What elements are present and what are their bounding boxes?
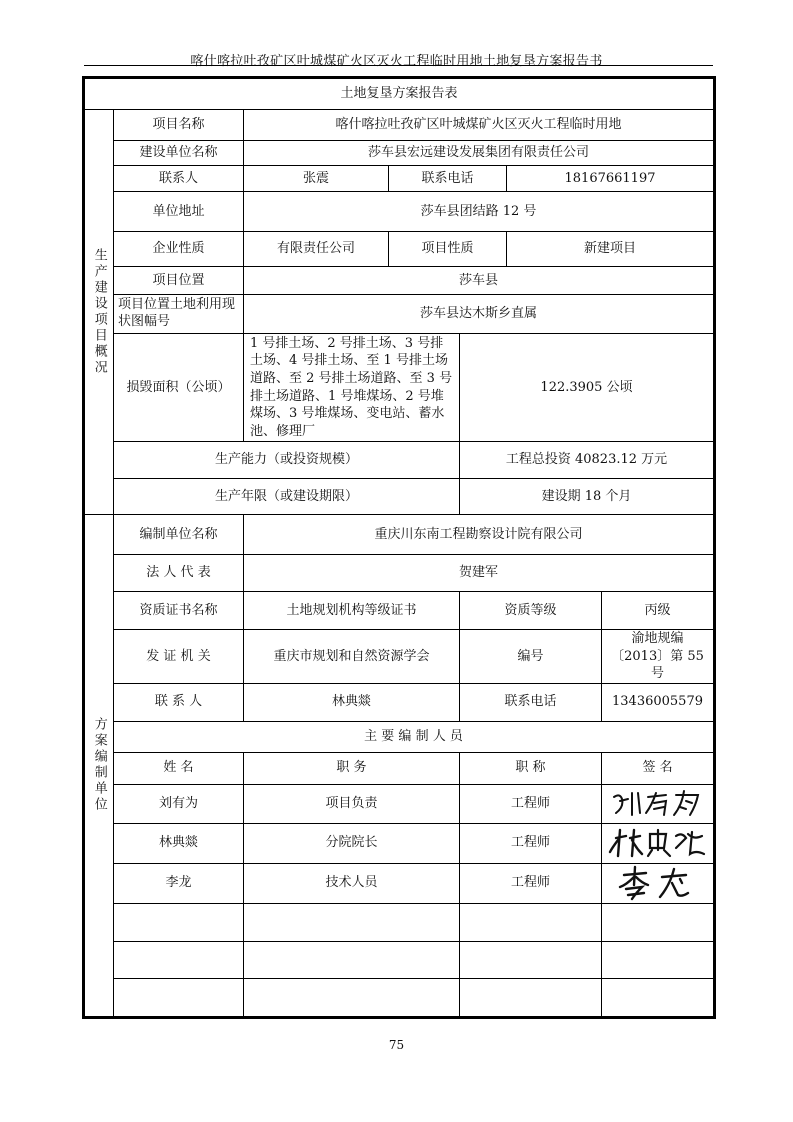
handwritten-signature (606, 865, 716, 901)
signature-image (602, 784, 714, 823)
compiler-phone-label: 联系电话 (460, 683, 602, 721)
table-row (85, 978, 714, 1016)
contact: 张震 (244, 166, 389, 192)
legal-rep: 贺建军 (244, 555, 714, 592)
signature-image (602, 823, 714, 863)
col-signature: 签 名 (602, 752, 714, 784)
period-label: 生产年限（或建设期限） (114, 479, 460, 515)
issuer-label: 发 证 机 关 (114, 630, 244, 684)
staff-duty: 项目负责 (244, 784, 460, 823)
page-header: 喀什喀拉吐孜矿区叶城煤矿火区灭火工程临时用地土地复垦方案报告书 (190, 54, 603, 69)
damage-label: 损毁面积（公顷） (114, 334, 244, 442)
location: 莎车县 (244, 267, 714, 295)
col-duty: 职 务 (244, 752, 460, 784)
phone: 18167661197 (507, 166, 714, 192)
cert-number: 渝地规编〔2013〕第 55 号 (602, 630, 714, 684)
compiler-unit-label: 编制单位名称 (114, 515, 244, 555)
number-label: 编号 (460, 630, 602, 684)
staff-name: 林典燚 (114, 823, 244, 863)
staff-name: 刘有为 (114, 784, 244, 823)
nature-label: 企业性质 (114, 232, 244, 267)
signature-image (602, 863, 714, 903)
page-number: 75 (388, 1038, 405, 1052)
compiler-contact: 林典燚 (244, 683, 460, 721)
header-rule (84, 65, 713, 66)
compiler-unit: 重庆川东南工程勘察设计院有限公司 (244, 515, 714, 555)
legal-label: 法 人 代 表 (114, 555, 244, 592)
table-title: 土地复垦方案报告表 (85, 79, 714, 110)
capacity: 工程总投资 40823.12 万元 (460, 442, 714, 479)
col-rank: 职 称 (460, 752, 602, 784)
location-label: 项目位置 (114, 267, 244, 295)
damage-value: 122.3905 公顷 (460, 334, 714, 442)
staff-rank: 工程师 (460, 784, 602, 823)
staff-duty: 分院院长 (244, 823, 460, 863)
period: 建设期 18 个月 (460, 479, 714, 515)
staff-rank: 工程师 (460, 823, 602, 863)
project-name: 喀什喀拉吐孜矿区叶城煤矿火区灭火工程临时用地 (244, 110, 714, 141)
table-row (85, 863, 714, 903)
project-nature: 新建项目 (507, 232, 714, 267)
project-nature-label: 项目性质 (389, 232, 507, 267)
table-row (85, 784, 714, 823)
builder: 莎车县宏远建设发展集团有限责任公司 (244, 141, 714, 166)
handwritten-signature (606, 787, 716, 821)
nature: 有限责任公司 (244, 232, 389, 267)
section-label-project: 生产建设项目概况 (85, 110, 114, 515)
builder-label: 建设单位名称 (114, 141, 244, 166)
staff-rank: 工程师 (460, 863, 602, 903)
report-table (84, 78, 714, 1017)
cert-label: 资质证书名称 (114, 592, 244, 630)
table-row (85, 941, 714, 978)
project-name-label: 项目名称 (114, 110, 244, 141)
contact-label: 联系人 (114, 166, 244, 192)
cert: 土地规划机构等级证书 (244, 592, 460, 630)
compiler-phone: 13436005579 (602, 683, 714, 721)
staff-title: 主 要 编 制 人 员 (114, 721, 714, 752)
grade: 丙级 (602, 592, 714, 630)
map-number: 莎车县达木斯乡直属 (244, 295, 714, 334)
table-row (85, 903, 714, 941)
table-row (85, 823, 714, 863)
col-name: 姓 名 (114, 752, 244, 784)
capacity-label: 生产能力（或投资规模） (114, 442, 460, 479)
map-label: 项目位置土地利用现状图幅号 (114, 295, 244, 334)
address-label: 单位地址 (114, 192, 244, 232)
section-label-compiler: 方案编制单位 (85, 515, 114, 1017)
address: 莎车县团结路 12 号 (244, 192, 714, 232)
compiler-contact-label: 联 系 人 (114, 683, 244, 721)
damage-description: 1 号排土场、2 号排土场、3 号排土场、4 号排土场、至 1 号排土场道路、至 2 号排土场道路、至 3 号排土场道路、1 号堆煤场、2 号堆煤场、3 号堆煤场、变电站、蓄水池、修理厂 (244, 334, 460, 442)
issuer: 重庆市规划和自然资源学会 (244, 630, 460, 684)
staff-name: 李龙 (114, 863, 244, 903)
staff-duty: 技术人员 (244, 863, 460, 903)
phone-label: 联系电话 (389, 166, 507, 192)
grade-label: 资质等级 (460, 592, 602, 630)
handwritten-signature (606, 826, 716, 860)
